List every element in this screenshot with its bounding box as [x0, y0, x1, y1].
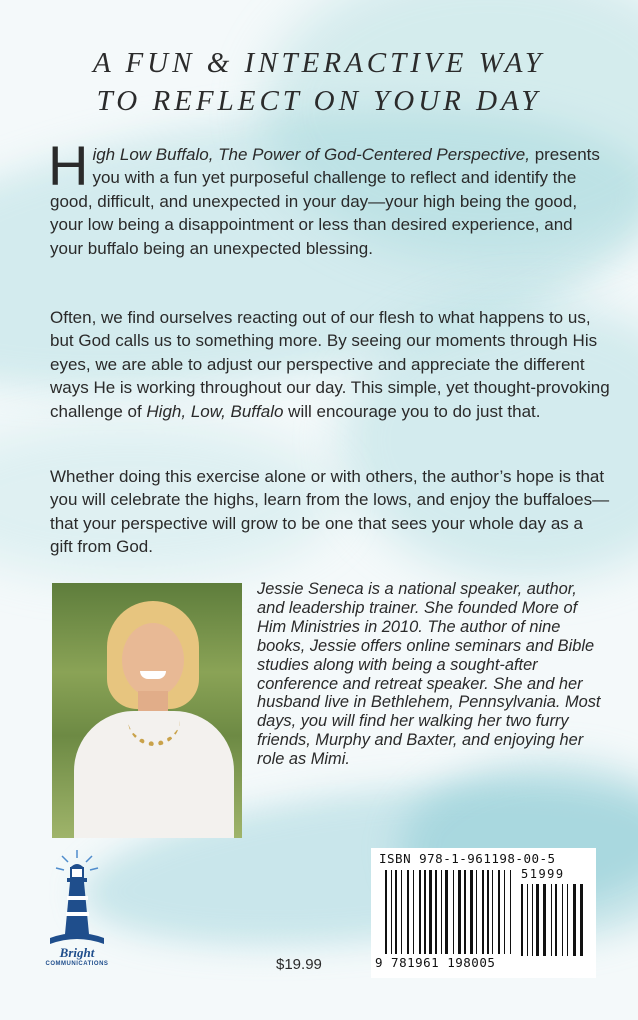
barcode-bar — [567, 884, 568, 956]
barcode-bars — [385, 870, 515, 954]
headline-line-2: TO REFLECT ON YOUR DAY — [96, 85, 542, 117]
barcode-bar — [504, 870, 505, 954]
author-photo — [52, 583, 242, 838]
barcode — [371, 848, 596, 978]
barcode-bar — [532, 884, 533, 956]
paragraph-intro — [48, 134, 610, 260]
barcode-bar — [407, 870, 409, 954]
barcode-bar — [464, 870, 466, 954]
paragraph-perspective-text-before: Often, we find ourselves reacting out of our flesh to what happens to us, but God calls us to something more. By seeing our moments through His eyes, we are able to adjust our perspective and appreciate the different ways He is working throughout our day. This simple, yet thought-provoking challenge of — [50, 308, 610, 421]
barcode-bar — [395, 870, 397, 954]
publisher-logo — [40, 945, 114, 967]
isbn-label: ISBN 978-1-961198-00-5 — [379, 851, 556, 866]
price-barcode-bars — [521, 884, 587, 956]
barcode-bar — [482, 870, 484, 954]
barcode-bar — [458, 870, 461, 954]
barcode-bar — [487, 870, 489, 954]
barcode-number: 9 781961 198005 — [375, 955, 496, 970]
barcode-bar — [429, 870, 432, 954]
drop-cap: H — [48, 134, 89, 197]
barcode-bar — [510, 870, 511, 954]
barcode-bar — [453, 870, 454, 954]
barcode-bar — [413, 870, 414, 954]
headline-line-1: A FUN & INTERACTIVE WAY — [93, 47, 545, 79]
paragraph-perspective — [50, 306, 610, 423]
barcode-bar — [401, 870, 402, 954]
publisher-subtitle: COMMUNICATIONS — [45, 961, 109, 967]
author-bio: Jessie Seneca is a national speaker, author, and leadership trainer. She founded More of Him Ministries in 2010. The author of nine books, Jessie offers online seminars and Bible studies along with being a sought-after conference and retreat speaker. She and her husband live in Bethlehem, Pennsylvania. Most days, you will find her walking her two furry friends, Murphy and Baxter, and enjoying her role as Mimi. — [257, 580, 601, 769]
barcode-bar — [580, 884, 583, 956]
price: $19.99 — [276, 956, 322, 973]
barcode-bar — [543, 884, 546, 956]
barcode-bar — [476, 870, 477, 954]
barcode-bar — [391, 870, 392, 954]
price-code: 51999 — [521, 867, 565, 881]
barcode-bar — [424, 870, 426, 954]
paragraph-hope: Whether doing this exercise alone or with others, the author’s hope is that you will celebrate the highs, learn from the lows, and enjoy the buffaloes—that your perspective will grow to be one that sees your whole day as a gift from God. — [50, 467, 610, 557]
book-title: igh Low Buffalo, The Power of God-Centered Perspective, — [92, 145, 530, 164]
barcode-bar — [441, 870, 442, 954]
barcode-bar — [521, 884, 523, 956]
paragraph-perspective-text-after: will encourage you to do just that. — [283, 401, 541, 421]
barcode-bar — [527, 884, 528, 956]
publisher-name: Bright — [59, 945, 95, 960]
barcode-bar — [435, 870, 437, 954]
barcode-bar — [419, 870, 421, 954]
challenge-title: High, Low, Buffalo — [146, 401, 284, 421]
barcode-bar — [555, 884, 557, 956]
barcode-bar — [573, 884, 576, 956]
barcode-bar — [470, 870, 473, 954]
headline — [0, 44, 638, 120]
barcode-bar — [385, 870, 387, 954]
barcode-bar — [445, 870, 448, 954]
barcode-bar — [562, 884, 563, 956]
barcode-bar — [492, 870, 493, 954]
barcode-bar — [551, 884, 552, 956]
barcode-bar — [498, 870, 500, 954]
barcode-bar — [536, 884, 539, 956]
paragraph-intro-text: presents you with a fun yet purposeful challenge to reflect and identify the good, difficult, and unexpected in your day—your high being the good, your low being a disappointment or less than desired experience, and your buffalo being an unexpected blessing. — [50, 145, 600, 258]
